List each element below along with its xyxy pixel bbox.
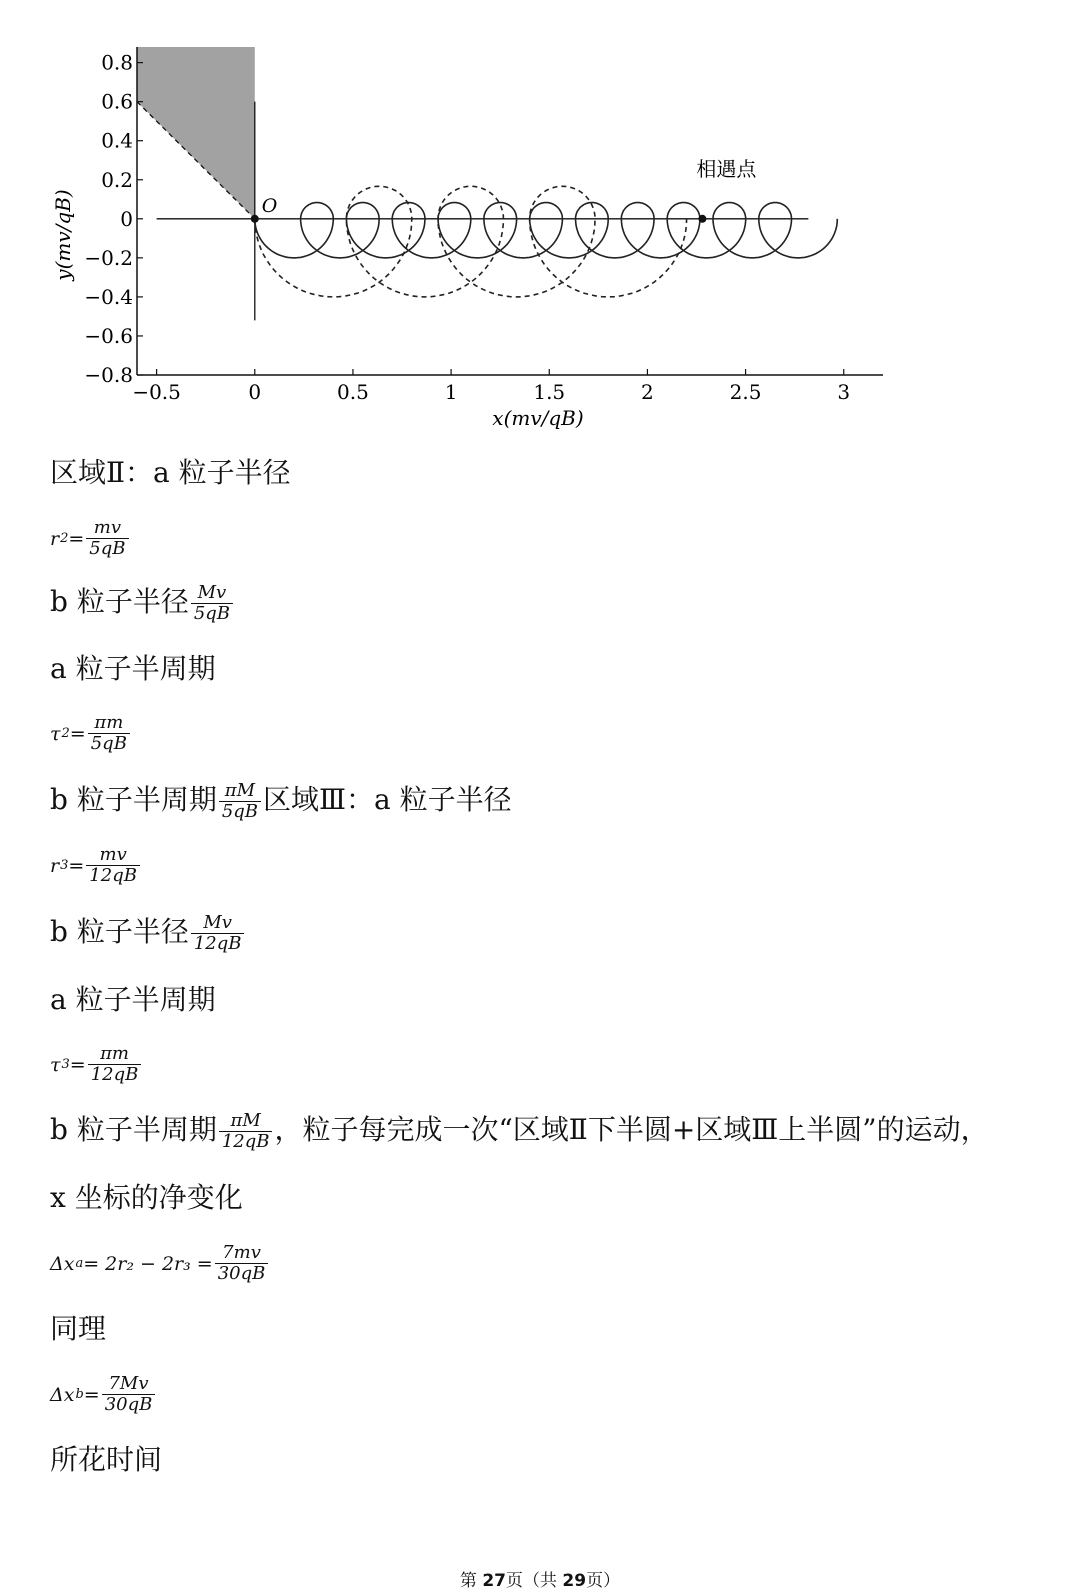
text-line: a 粒子半周期 xyxy=(50,983,216,1016)
denominator: 12qB xyxy=(219,1131,273,1152)
fraction xyxy=(191,583,233,624)
x-tick-label: 1.5 xyxy=(533,380,566,404)
y-tick-label: −0.6 xyxy=(84,323,133,348)
text-with-fraction xyxy=(50,1111,989,1152)
equation-line xyxy=(50,1374,157,1415)
page-footer: 第 27页（共 29页） xyxy=(459,1571,621,1591)
y-axis-label: y(mv/qB) xyxy=(51,189,75,281)
x-tick-label: 0 xyxy=(248,380,262,404)
numerator: Mv xyxy=(197,582,227,603)
equation-line xyxy=(50,518,131,559)
line-prefix: b 粒子半径 xyxy=(50,585,189,618)
text-line: x 坐标的净变化 xyxy=(50,1181,243,1214)
equation-symbol: r xyxy=(50,527,60,550)
equation xyxy=(50,1243,270,1284)
equation-middle: = 2r₂ − 2r₃ = xyxy=(83,1252,213,1275)
equation-middle: = xyxy=(83,1383,100,1406)
equation-line xyxy=(50,1243,270,1284)
equation xyxy=(50,1374,157,1415)
text-line: 所花时间 xyxy=(50,1443,163,1476)
fraction xyxy=(215,1243,269,1284)
text-line: 同理 xyxy=(50,1312,107,1345)
equation-symbol: τ xyxy=(50,1053,61,1076)
fraction xyxy=(102,1374,156,1415)
line-prefix: b 粒子半径 xyxy=(50,915,189,948)
text-line: 区域Ⅱ：a 粒子半径 xyxy=(50,456,291,489)
origin-label: O xyxy=(261,194,278,217)
line-prefix: b 粒子半周期 xyxy=(50,1113,217,1146)
fraction xyxy=(191,913,245,954)
denominator: 5qB xyxy=(86,538,128,559)
denominator: 12qB xyxy=(88,1064,142,1085)
equation-middle: = xyxy=(68,527,85,550)
text-line: a 粒子半周期 xyxy=(50,652,216,685)
equation-subscript: 2 xyxy=(61,725,70,741)
numerator: mv xyxy=(99,844,127,865)
fraction xyxy=(88,713,130,754)
equation-symbol: Δx xyxy=(50,1252,75,1275)
line-suffix: 区域Ⅲ：a 粒子半径 xyxy=(263,783,512,816)
denominator: 5qB xyxy=(191,603,233,624)
y-tick-label: 0.6 xyxy=(101,89,133,114)
denominator: 30qB xyxy=(215,1263,269,1284)
y-tick-label: −0.4 xyxy=(84,284,133,309)
fraction xyxy=(86,518,128,559)
text-with-fraction xyxy=(50,913,246,954)
fraction xyxy=(88,1044,142,1085)
x-tick-label: 0.5 xyxy=(337,380,369,404)
equation-subscript: a xyxy=(75,1255,84,1271)
denominator: 5qB xyxy=(88,733,130,754)
equation-line xyxy=(50,1044,143,1085)
x-tick-label: 2 xyxy=(641,380,654,404)
y-tick-label: −0.8 xyxy=(84,363,133,387)
y-tick-label: 0.2 xyxy=(101,167,133,192)
equation xyxy=(50,1044,143,1085)
text-with-fraction xyxy=(50,781,512,822)
fraction xyxy=(219,781,261,822)
shaded-region xyxy=(137,47,255,219)
equation xyxy=(50,845,142,886)
equation-middle: = xyxy=(68,854,85,877)
numerator: πm xyxy=(94,712,124,733)
fraction xyxy=(86,845,140,886)
x-tick-label: 3 xyxy=(837,380,851,404)
numerator: πM xyxy=(224,780,256,801)
numerator: πM xyxy=(230,1110,261,1131)
page-number: 27 xyxy=(482,1571,506,1591)
numerator: 7mv xyxy=(222,1242,261,1263)
page-total: 29 xyxy=(562,1571,587,1591)
equation-symbol: Δx xyxy=(50,1383,75,1406)
trajectory-a-solid xyxy=(255,203,838,258)
x-tick-label: −0.5 xyxy=(132,380,181,404)
x-tick-label: 2.5 xyxy=(729,380,762,404)
equation-symbol: r xyxy=(50,854,60,877)
equation-middle: = xyxy=(69,1053,86,1076)
numerator: πm xyxy=(100,1043,129,1064)
y-tick-label: −0.2 xyxy=(84,245,133,270)
equation-symbol: τ xyxy=(50,722,61,745)
equation xyxy=(50,713,132,754)
numerator: Mv xyxy=(203,912,232,933)
meeting-point xyxy=(698,215,706,223)
y-tick-label: 0.4 xyxy=(101,128,133,153)
numerator: mv xyxy=(93,517,122,538)
denominator: 12qB xyxy=(86,865,140,886)
y-tick-label: 0.8 xyxy=(101,50,133,75)
denominator: 5qB xyxy=(219,801,261,822)
text-with-fraction xyxy=(50,583,235,624)
trajectory-chart xyxy=(40,30,900,430)
equation-subscript: 3 xyxy=(60,857,69,873)
equation-line xyxy=(50,845,142,886)
x-tick-label: 1 xyxy=(444,380,458,404)
equation xyxy=(50,518,131,559)
origin-point xyxy=(251,215,259,223)
equation-subscript: 3 xyxy=(61,1056,70,1072)
denominator: 12qB xyxy=(191,933,245,954)
y-tick-label: 0 xyxy=(120,206,133,231)
equation-subscript: 2 xyxy=(60,530,69,546)
equation-subscript: b xyxy=(75,1386,84,1402)
line-suffix: ，粒子每完成一次“区域Ⅱ下半圆+区域Ⅲ上半圆”的运动， xyxy=(274,1113,989,1146)
x-axis-label: x(mv/qB) xyxy=(492,406,584,430)
denominator: 30qB xyxy=(102,1394,156,1415)
meeting-point-label: 相遇点 xyxy=(696,156,757,181)
numerator: 7Mv xyxy=(108,1373,149,1394)
fraction xyxy=(219,1111,273,1152)
equation-line xyxy=(50,713,132,754)
line-prefix: b 粒子半周期 xyxy=(50,783,217,816)
equation-middle: = xyxy=(69,722,86,745)
